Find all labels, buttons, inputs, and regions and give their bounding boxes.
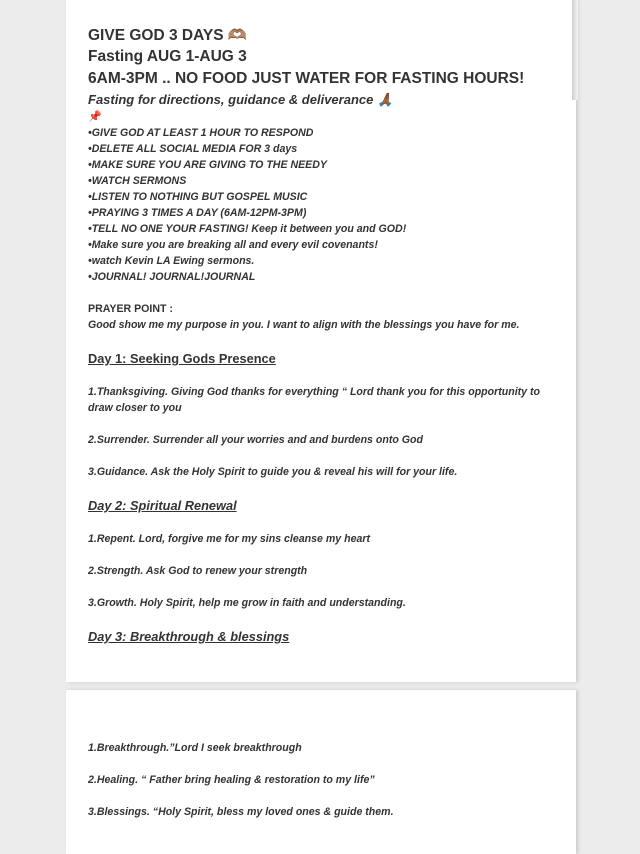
day2-heading: Day 2: Spiritual Renewal	[88, 498, 237, 513]
rule-item: •JOURNAL! JOURNAL!JOURNAL	[88, 271, 256, 283]
day2-item: 2.Strength. Ask God to renew your strength	[88, 565, 308, 577]
rule-item: •DELETE ALL SOCIAL MEDIA FOR 3 days	[88, 143, 298, 155]
rule-item: •TELL NO ONE YOUR FASTING! Keep it between you and GOD!	[88, 223, 407, 235]
rule-item: •MAKE SURE YOU ARE GIVING TO THE NEEDY	[88, 159, 327, 171]
prayer-point-text: Good show me my purpose in you. I want to align with the blessings you have for me.	[88, 319, 520, 331]
day3-item: 3.Blessings. “Holy Spirit, bless my loved ones & guide them.	[88, 806, 394, 818]
day3-item: 1.Breakthrough.”Lord I seek breakthrough	[88, 742, 302, 754]
day2-item: 3.Growth. Holy Spirit, help me grow in faith and understanding.	[88, 597, 406, 609]
day1-item: 3.Guidance. Ask the Holy Spirit to guide you & reveal his will for your life.	[88, 466, 458, 478]
rule-item: •Make sure you are breaking all and every evil covenants!	[88, 239, 378, 251]
title-line-1: GIVE GOD 3 DAYS 🫶🏽	[88, 27, 248, 44]
rule-item: •LISTEN TO NOTHING BUT GOSPEL MUSIC	[88, 191, 308, 203]
day3-item: 2.Healing. “ Father bring healing & restoration to my life”	[88, 774, 375, 786]
day1-item: draw closer to you	[88, 402, 182, 414]
rule-item: •GIVE GOD AT LEAST 1 HOUR TO RESPOND	[88, 127, 314, 139]
day3-heading: Day 3: Breakthrough & blessings	[88, 629, 290, 644]
day2-item: 1.Repent. Lord, forgive me for my sins cleanse my heart	[88, 533, 371, 545]
rule-item: •WATCH SERMONS	[88, 175, 187, 187]
title-line-2: Fasting AUG 1-AUG 3	[88, 48, 247, 65]
pin-icon: 📌	[88, 111, 102, 123]
day1-item: 2.Surrender. Surrender all your worries and and burdens onto God	[88, 434, 423, 446]
subtitle: Fasting for directions, guidance & deliverance 🙏🏾	[88, 92, 394, 107]
day1-heading: Day 1: Seeking Gods Presence	[88, 351, 276, 366]
rule-item: •PRAYING 3 TIMES A DAY (6AM-12PM-3PM)	[88, 207, 307, 219]
note-page-2	[66, 690, 576, 854]
scroll-edge	[572, 0, 578, 100]
prayer-point-label: PRAYER POINT :	[88, 303, 173, 315]
title-line-3: 6AM-3PM .. NO FOOD JUST WATER FOR FASTING HOURS!	[88, 70, 525, 87]
day1-item: 1.Thanksgiving. Giving God thanks for everything “ Lord thank you for this opportunity to	[88, 386, 541, 398]
rule-item: •watch Kevin LA Ewing sermons.	[88, 255, 255, 267]
